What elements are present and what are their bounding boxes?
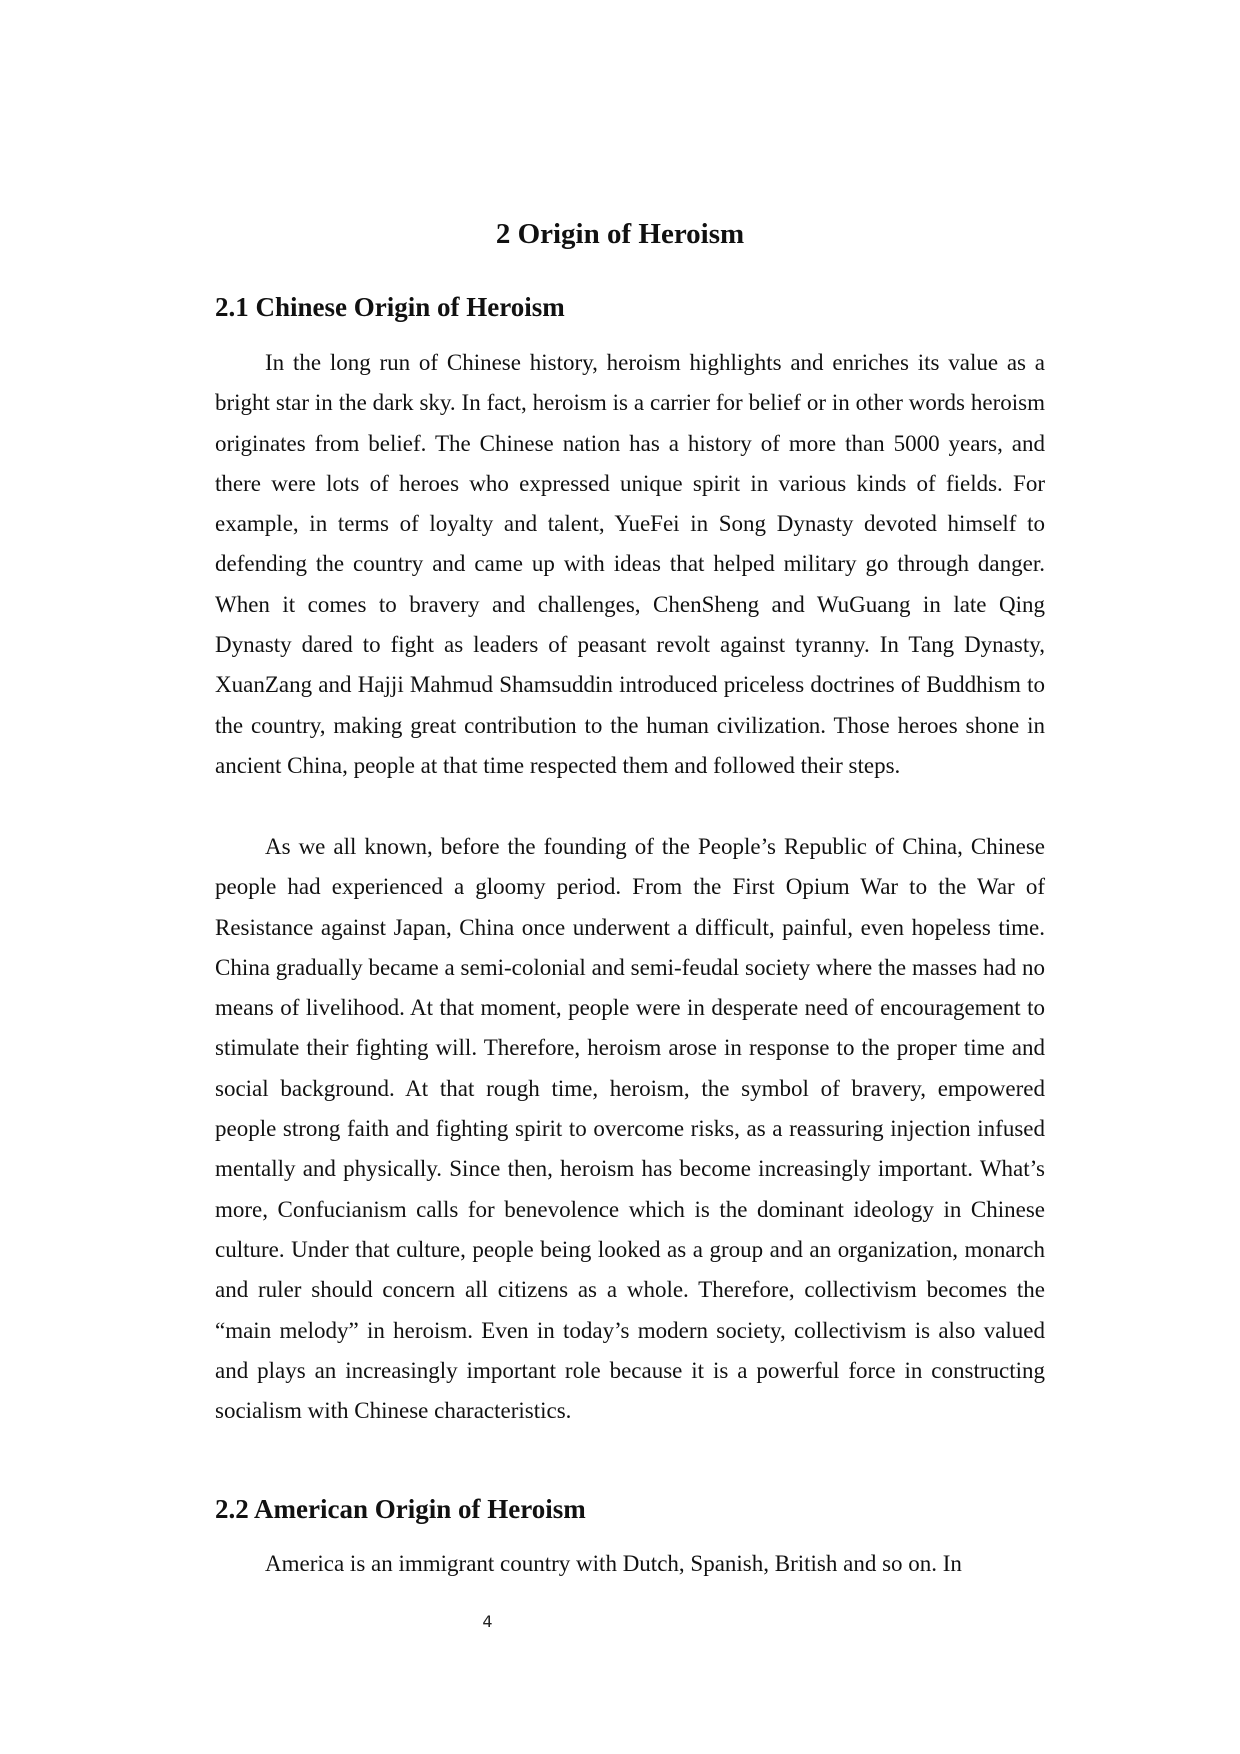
body-paragraph — [215, 1544, 1045, 1584]
paragraph-text: In the long run of Chinese history, heroism highlights and enriches its value as a bright star in the dark sky. In fact, heroism is a carrier for belief or in other words heroism originates from belief. The Chinese nation has a history of more than 5000 years, and there were lots of heroes who expressed unique spirit in various kinds of fields. For example, in terms of loyalty and talent, YueFei in Song Dynasty devoted himself to defending the country and came up with ideas that helped military go through danger. When it comes to bravery and challenges, ChenSheng and WuGuang in late Qing Dynasty dared to fight as leaders of peasant revolt against tyranny. In Tang Dynasty, XuanZang and Hajji Mahmud Shamsuddin introduced priceless doctrines of Buddhism to the country, making great contribution to the human civilization. Those heroes shone in ancient China, people at that time respected them and followed their steps. — [215, 350, 1045, 778]
chapter-title: 2 Origin of Heroism — [495, 218, 745, 250]
body-paragraph — [215, 827, 1045, 1431]
paragraph-text: America is an immigrant country with Dutch, Spanish, British and so on. In — [265, 1551, 962, 1576]
paragraph-text: As we all known, before the founding of the People’s Republic of China, Chinese people had experienced a gloomy period. From the First Opium War to the War of Resistance against Japan, China once underwent a difficult, painful, even hopeless time. China gradually became a semi-colonial and semi-feudal society where the masses had no means of livelihood. At that moment, people were in desperate need of encouragement to stimulate their fighting will. Therefore, heroism arose in response to the proper time and social background. At that rough time, heroism, the symbol of bravery, empowered people strong faith and fighting spirit to overcome risks, as a reassuring injection infused mentally and physically. Since then, heroism has become increasingly important. What’s more, Confucianism calls for benevolence which is the dominant ideology in Chinese culture. Under that culture, people being looked as a group and an organization, monarch and ruler should concern all citizens as a whole. Therefore, collectivism becomes the “main melody” in heroism. Even in today’s modern society, collectivism is also valued and plays an increasingly important role because it is a powerful force in constructing socialism with Chinese characteristics. — [215, 834, 1045, 1424]
section-heading-chinese-origin: 2.1 Chinese Origin of Heroism — [215, 292, 565, 322]
body-paragraph — [215, 343, 1045, 786]
section-heading-american-origin: 2.2 American Origin of Heroism — [215, 1494, 586, 1524]
page-number: 4 — [482, 1612, 493, 1631]
